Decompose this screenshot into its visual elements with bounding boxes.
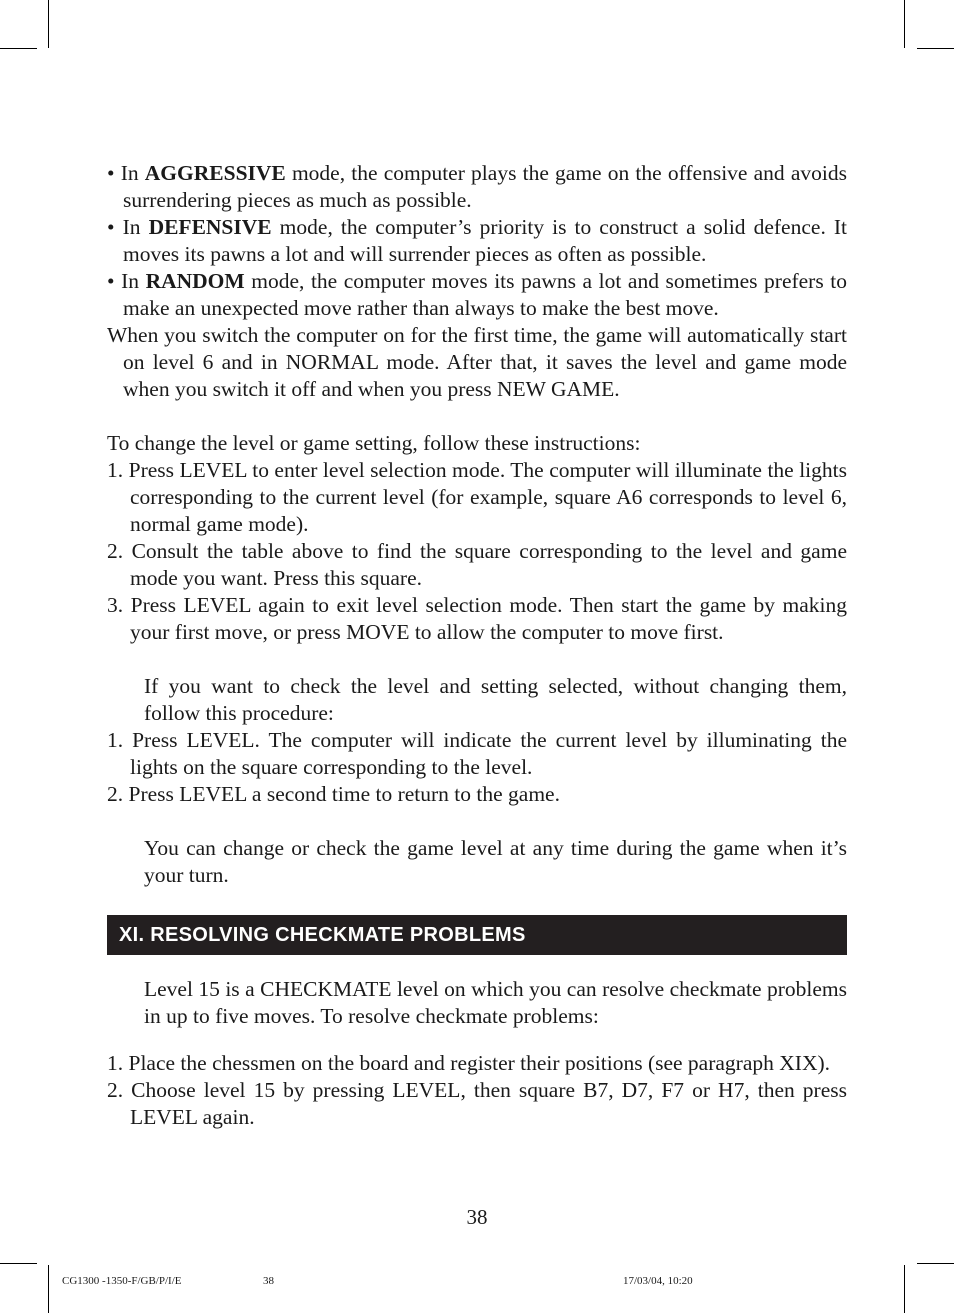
- change-step-2: 2. Consult the table above to find the square corresponding to the level and game mode you want. Press this square.: [107, 539, 847, 590]
- checkmate-intro: Level 15 is a CHECKMATE level on which you can resolve checkmate problems in up to five moves. To resolve checkmate problems:: [144, 977, 847, 1028]
- crop-mark: [904, 1265, 905, 1313]
- footer-doc-code: CG1300 -1350-F/GB/P/I/E: [62, 1275, 182, 1287]
- page-content: [107, 160, 847, 1131]
- bullet-marker: •: [107, 161, 115, 185]
- mode-name-aggressive: AGGRESSIVE: [144, 161, 286, 185]
- change-level-intro: To change the level or game setting, follow these instructions:: [107, 431, 641, 455]
- check-step-1: 1. Press LEVEL. The computer will indicate the current level by illuminating the lights on the square corresponding to the level.: [107, 728, 847, 779]
- bullet-prefix: In: [122, 215, 149, 239]
- bullet-marker: •: [107, 215, 115, 239]
- check-level-intro: If you want to check the level and setting selected, without changing them, follow this procedure:: [144, 674, 847, 725]
- bullet-aggressive: [107, 160, 847, 214]
- footer-page: 38: [263, 1275, 274, 1287]
- checkmate-step-1: 1. Place the chessmen on the board and register their positions (see paragraph XIX).: [107, 1051, 831, 1075]
- section-heading-bar: [107, 915, 847, 955]
- crop-mark: [904, 0, 905, 48]
- crop-mark: [48, 1265, 49, 1313]
- change-step-3: 3. Press LEVEL again to exit level selection mode. Then start the game by making your first move, or press MOVE to allow the computer to move first.: [107, 593, 847, 644]
- anytime-note: You can change or check the game level at any time during the game when it’s your turn.: [144, 836, 847, 887]
- bullet-random: [107, 268, 847, 322]
- mode-name-defensive: DEFENSIVE: [148, 215, 272, 239]
- crop-mark: [917, 48, 954, 49]
- crop-mark: [48, 0, 49, 48]
- check-step-2: 2. Press LEVEL a second time to return to the game.: [107, 782, 560, 806]
- crop-mark: [0, 1263, 37, 1264]
- bullet-text: mode, the computer moves its pawns a lot and sometimes prefers to make an unexpected move rather than always to make the best move.: [123, 269, 847, 320]
- checkmate-step-2: 2. Choose level 15 by pressing LEVEL, then square B7, D7, F7 or H7, then press LEVEL again.: [107, 1078, 847, 1129]
- page-number: 38: [466, 1205, 488, 1229]
- mode-name-random: RANDOM: [145, 269, 245, 293]
- bullet-prefix: In: [121, 269, 146, 293]
- crop-mark: [917, 1263, 954, 1264]
- change-step-1: 1. Press LEVEL to enter level selection mode. The computer will illuminate the lights corresponding to the current level (for example, square A6 corresponds to level 6, normal game mode).: [107, 458, 847, 536]
- bullet-text: mode, the computer’s priority is to construct a solid defence. It moves its pawns a lot and will surrender pieces as often as possible.: [123, 215, 848, 266]
- section-title: XI. RESOLVING CHECKMATE PROBLEMS: [119, 923, 526, 946]
- bullet-prefix: In: [120, 161, 145, 185]
- bullet-marker: •: [107, 269, 115, 293]
- footer-timestamp: 17/03/04, 10:20: [623, 1275, 693, 1287]
- switch-on-paragraph: When you switch the computer on for the first time, the game will automatically start on level 6 and in NORMAL mode. After that, it saves the level and game mode when you switch it off and when you press NEW GAME.: [107, 323, 847, 401]
- bullet-text: mode, the computer plays the game on the offensive and avoids surrendering pieces as much as possible.: [123, 161, 847, 212]
- crop-mark: [0, 48, 37, 49]
- bullet-defensive: [107, 214, 847, 268]
